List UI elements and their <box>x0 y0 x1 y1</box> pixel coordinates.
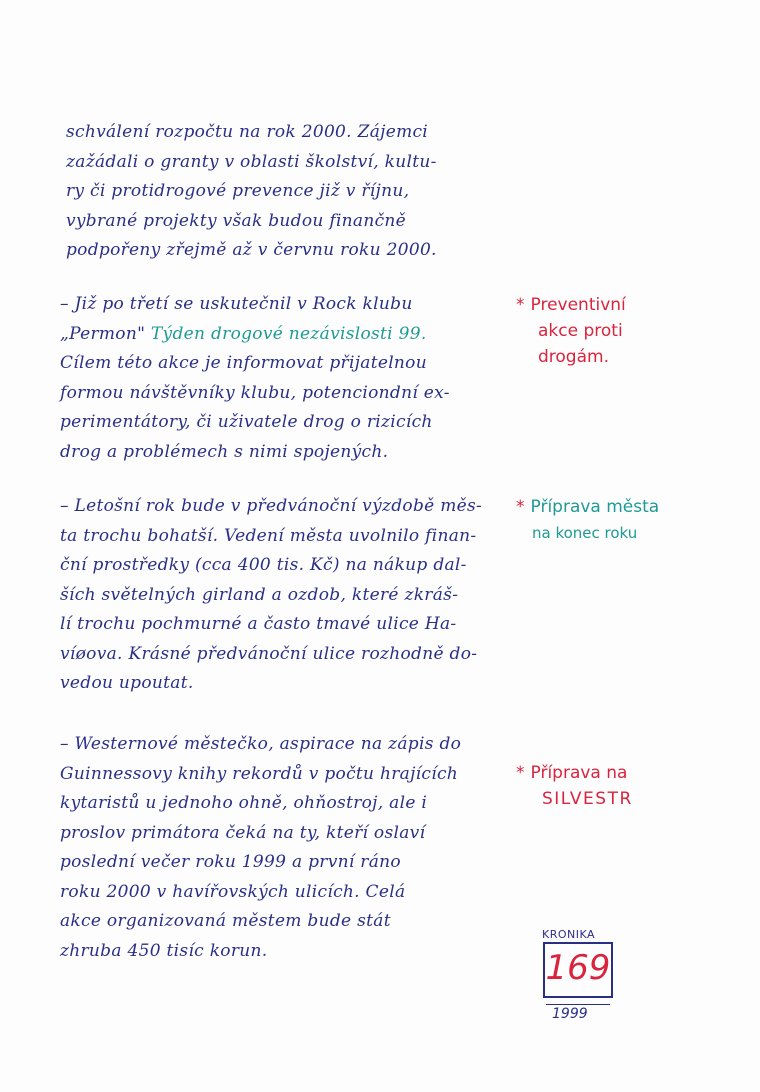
text-line: – Westernové městečko, aspirace na zápis do <box>60 734 462 754</box>
text-line: vybrané projekty však budou finančně <box>66 210 407 231</box>
text-line: drog a problémech s nimi spojených. <box>60 441 389 462</box>
text-line: lí trochu pochmurné a často tmavé ulice Ha- <box>60 614 457 634</box>
text-line: kytaristů u jednoho ohně, ohňostroj, ale i <box>60 793 428 813</box>
text-line: ry či protidrogové prevence již v říjnu, <box>66 181 410 201</box>
paragraph-christmas-decoration <box>60 492 482 699</box>
text-line: – Již po třetí se uskutečnil v Rock klubu <box>60 294 413 314</box>
margin-note-new-years-eve <box>516 760 633 812</box>
note-line: Preventivní <box>530 295 626 315</box>
asterisk-icon: * <box>516 763 525 783</box>
asterisk-icon: * <box>516 497 525 517</box>
text-line: zažádali o granty v oblasti školství, kultu- <box>66 151 437 172</box>
text-line: proslov primátora čeká na ty, kteří oslaví <box>60 822 426 843</box>
divider <box>546 1004 610 1005</box>
text-line: podpořeny zřejmě až v červnu roku 2000. <box>66 240 437 260</box>
text-line: roku 2000 v havířovských ulicích. Celá <box>60 881 406 902</box>
text-line: schválení rozpočtu na rok 2000. Zájemci <box>66 122 429 142</box>
note-line: na konec roku <box>532 524 638 542</box>
note-line: Příprava města <box>530 497 660 517</box>
paragraph-drug-week <box>60 290 450 467</box>
page-number: 169 <box>545 948 611 988</box>
text-line: ční prostředky (cca 400 tis. Kč) na nákup dal- <box>60 555 467 575</box>
event-name-highlight: Týden drogové nezávislosti 99. <box>150 323 427 344</box>
text-line: vedou upoutat. <box>60 673 194 693</box>
page-number-stamp <box>538 928 622 1028</box>
text-line <box>60 320 450 350</box>
text-line: zhruba 450 tisíc korun. <box>60 940 268 961</box>
text-line: – Letošní rok bude v předvánoční výzdobě měs- <box>60 496 483 516</box>
margin-note-city-preparation <box>516 494 659 546</box>
note-line: drogám. <box>538 347 609 367</box>
text-line: akce organizovaná městem bude stát <box>60 911 391 931</box>
text-line: víøova. Krásné předvánoční ulice rozhodně do- <box>60 643 478 664</box>
stamp-label: KRONIKA <box>542 928 596 941</box>
text-line: Guinnessovy knihy rekordů v počtu hrajících <box>60 763 459 784</box>
text-line-start: „Permon" <box>60 323 146 344</box>
stamp-box <box>543 942 613 998</box>
text-line: Cílem této akce je informovat přijatelnou <box>60 353 427 373</box>
note-line: SILVESTR <box>542 789 633 809</box>
asterisk-icon: * <box>516 295 525 315</box>
text-line: perimentátory, či uživatele drog o rizicích <box>60 412 433 432</box>
margin-note-prevention <box>516 292 626 370</box>
paragraph-new-year <box>60 730 461 966</box>
note-line: Příprava na <box>530 763 628 783</box>
text-line: formou návštěvníky klubu, potenciondní ex- <box>60 382 450 403</box>
text-line: ších světelných girland a ozdob, které zkráš- <box>60 584 459 605</box>
stamp-year: 1999 <box>552 1006 588 1022</box>
note-line: akce proti <box>538 321 623 341</box>
text-line: ta trochu bohatší. Vedení města uvolnilo finan- <box>60 525 477 546</box>
text-line: poslední večer roku 1999 a první ráno <box>60 852 401 872</box>
paragraph-budget <box>66 118 437 266</box>
